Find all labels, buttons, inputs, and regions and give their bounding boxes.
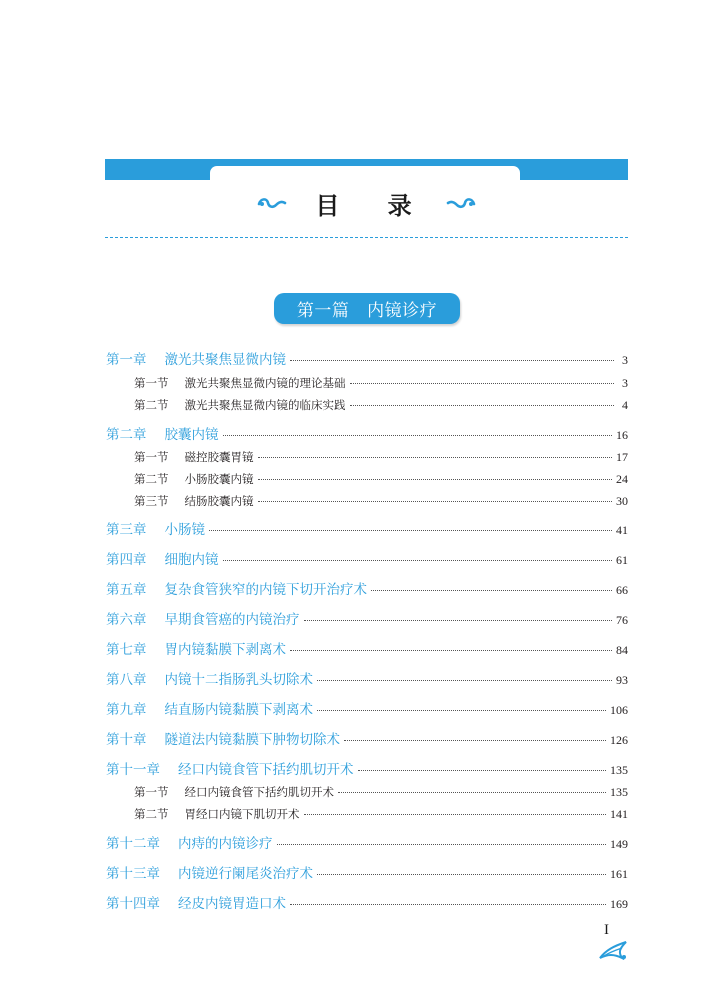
- header-band-tab: [210, 166, 520, 184]
- dot-leader: [350, 405, 615, 406]
- toc-number: 第一节: [134, 785, 169, 799]
- toc-chapter-row[interactable]: [106, 611, 628, 629]
- toc-page: 106: [610, 703, 628, 717]
- dot-leader: [344, 740, 606, 741]
- toc-section-row[interactable]: [134, 374, 628, 392]
- toc-page: 93: [616, 673, 628, 687]
- toc-number: 第五章: [106, 582, 147, 598]
- dot-leader: [209, 530, 612, 531]
- toc-page: 126: [610, 733, 628, 747]
- title-divider: [105, 237, 628, 238]
- toc-page: 30: [616, 494, 628, 508]
- dot-leader: [317, 680, 612, 681]
- toc-title: 细胞内镜: [164, 552, 219, 568]
- toc-title: 内镜逆行阑尾炎治疗术: [178, 866, 313, 882]
- dot-leader: [277, 844, 607, 845]
- dot-leader: [223, 560, 613, 561]
- dot-leader: [258, 479, 613, 480]
- toc-page: 161: [610, 867, 628, 881]
- dot-leader: [290, 904, 606, 905]
- toc-title: 小肠胶囊内镜: [184, 472, 254, 486]
- toc-chapter-row[interactable]: [106, 521, 628, 539]
- dot-leader: [338, 792, 606, 793]
- dot-leader: [350, 383, 615, 384]
- toc-page: 135: [610, 763, 628, 777]
- toc-chapter-row[interactable]: [106, 701, 628, 719]
- page-number: I: [604, 922, 609, 938]
- toc-title: 内痔的内镜诊疗: [178, 836, 273, 852]
- toc-number: 第二章: [106, 427, 147, 443]
- part-label: 第一篇 内镜诊疗: [296, 301, 438, 321]
- toc-title: 经皮内镜胃造口术: [178, 896, 286, 912]
- toc-number: 第二节: [134, 472, 169, 486]
- toc-chapter-row[interactable]: [106, 895, 628, 913]
- toc-page: 76: [616, 613, 628, 627]
- toc-section-row[interactable]: [134, 396, 628, 414]
- toc-title: 隧道法内镜黏膜下肿物切除术: [164, 732, 340, 748]
- toc-title: 胶囊内镜: [164, 427, 219, 443]
- toc-page: 3: [622, 376, 628, 390]
- swirl-left-icon: [257, 195, 287, 211]
- toc-chapter-row[interactable]: [106, 671, 628, 689]
- toc-title: 复杂食管狭窄的内镜下切开治疗术: [164, 582, 367, 598]
- toc-page: 16: [616, 428, 628, 442]
- toc-title: 激光共聚焦显微内镜的理论基础: [184, 376, 346, 390]
- toc-title: 胃内镜黏膜下剥离术: [164, 642, 286, 658]
- dot-leader: [290, 650, 612, 651]
- toc-title: 磁控胶囊胃镜: [184, 450, 254, 464]
- toc-number: 第六章: [106, 612, 147, 628]
- toc-number: 第三节: [134, 494, 169, 508]
- toc-page: 141: [610, 807, 628, 821]
- toc-page: 41: [616, 523, 628, 537]
- toc-title: 经口内镜食管下括约肌切开术: [178, 762, 354, 778]
- dot-leader: [290, 360, 614, 361]
- page-title: 目 录: [315, 191, 432, 220]
- toc-number: 第十二章: [106, 836, 160, 852]
- toc-title: 小肠镜: [164, 522, 205, 538]
- toc-page: 135: [610, 785, 628, 799]
- toc-chapter-row[interactable]: [106, 731, 628, 749]
- dot-leader: [304, 814, 607, 815]
- toc-number: 第十章: [106, 732, 147, 748]
- dot-leader: [317, 710, 606, 711]
- dot-leader: [258, 457, 613, 458]
- toc-title: 激光共聚焦显微内镜的临床实践: [184, 398, 346, 412]
- toc-number: 第十四章: [106, 896, 160, 912]
- dot-leader: [317, 874, 606, 875]
- toc-chapter-row[interactable]: [106, 351, 628, 369]
- toc-number: 第三章: [106, 522, 147, 538]
- toc-number: 第十三章: [106, 866, 160, 882]
- toc-page: 149: [610, 837, 628, 851]
- title-block: [105, 185, 628, 221]
- toc-number: 第八章: [106, 672, 147, 688]
- toc-number: 第二节: [134, 398, 169, 412]
- dot-leader: [304, 620, 613, 621]
- toc-page: 61: [616, 553, 628, 567]
- toc-number: 第一章: [106, 352, 147, 368]
- toc-section-row[interactable]: [134, 470, 628, 488]
- toc-page: 24: [616, 472, 628, 486]
- toc-title: 结直肠内镜黏膜下剥离术: [164, 702, 313, 718]
- toc-chapter-row[interactable]: [106, 835, 628, 853]
- toc-section-row[interactable]: [134, 492, 628, 510]
- toc-section-row[interactable]: [134, 783, 628, 801]
- toc-page: 84: [616, 643, 628, 657]
- page-corner-flourish-icon: [598, 938, 628, 960]
- toc-number: 第十一章: [106, 762, 160, 778]
- toc-title: 内镜十二指肠乳头切除术: [164, 672, 313, 688]
- toc-title: 结肠胶囊内镜: [184, 494, 254, 508]
- toc-chapter-row[interactable]: [106, 581, 628, 599]
- toc-title: 胃经口内镜下肌切开术: [184, 807, 300, 821]
- toc-title: 激光共聚焦显微内镜: [164, 352, 286, 368]
- dot-leader: [371, 590, 612, 591]
- toc-section-row[interactable]: [134, 448, 628, 466]
- toc-chapter-row[interactable]: [106, 865, 628, 883]
- toc-section-row[interactable]: [134, 805, 628, 823]
- toc-title: 经口内镜食管下括约肌切开术: [184, 785, 334, 799]
- toc-number: 第二节: [134, 807, 169, 821]
- toc-number: 第四章: [106, 552, 147, 568]
- toc-number: 第七章: [106, 642, 147, 658]
- toc-chapter-row[interactable]: [106, 761, 628, 779]
- toc-page: 169: [610, 897, 628, 911]
- swirl-right-icon: [446, 195, 476, 211]
- dot-leader: [258, 501, 613, 502]
- toc-chapter-row[interactable]: [106, 426, 628, 444]
- toc-page: 17: [616, 450, 628, 464]
- toc-chapter-row[interactable]: [106, 641, 628, 659]
- toc-page: 66: [616, 583, 628, 597]
- dot-leader: [358, 770, 607, 771]
- toc-number: 第九章: [106, 702, 147, 718]
- part-badge: [274, 293, 460, 324]
- toc-title: 早期食管癌的内镜治疗: [164, 612, 300, 628]
- toc-number: 第一节: [134, 376, 169, 390]
- dot-leader: [223, 435, 613, 436]
- toc-chapter-row[interactable]: [106, 551, 628, 569]
- toc-number: 第一节: [134, 450, 169, 464]
- toc-page: 3: [622, 353, 628, 367]
- toc-page: 4: [622, 398, 628, 412]
